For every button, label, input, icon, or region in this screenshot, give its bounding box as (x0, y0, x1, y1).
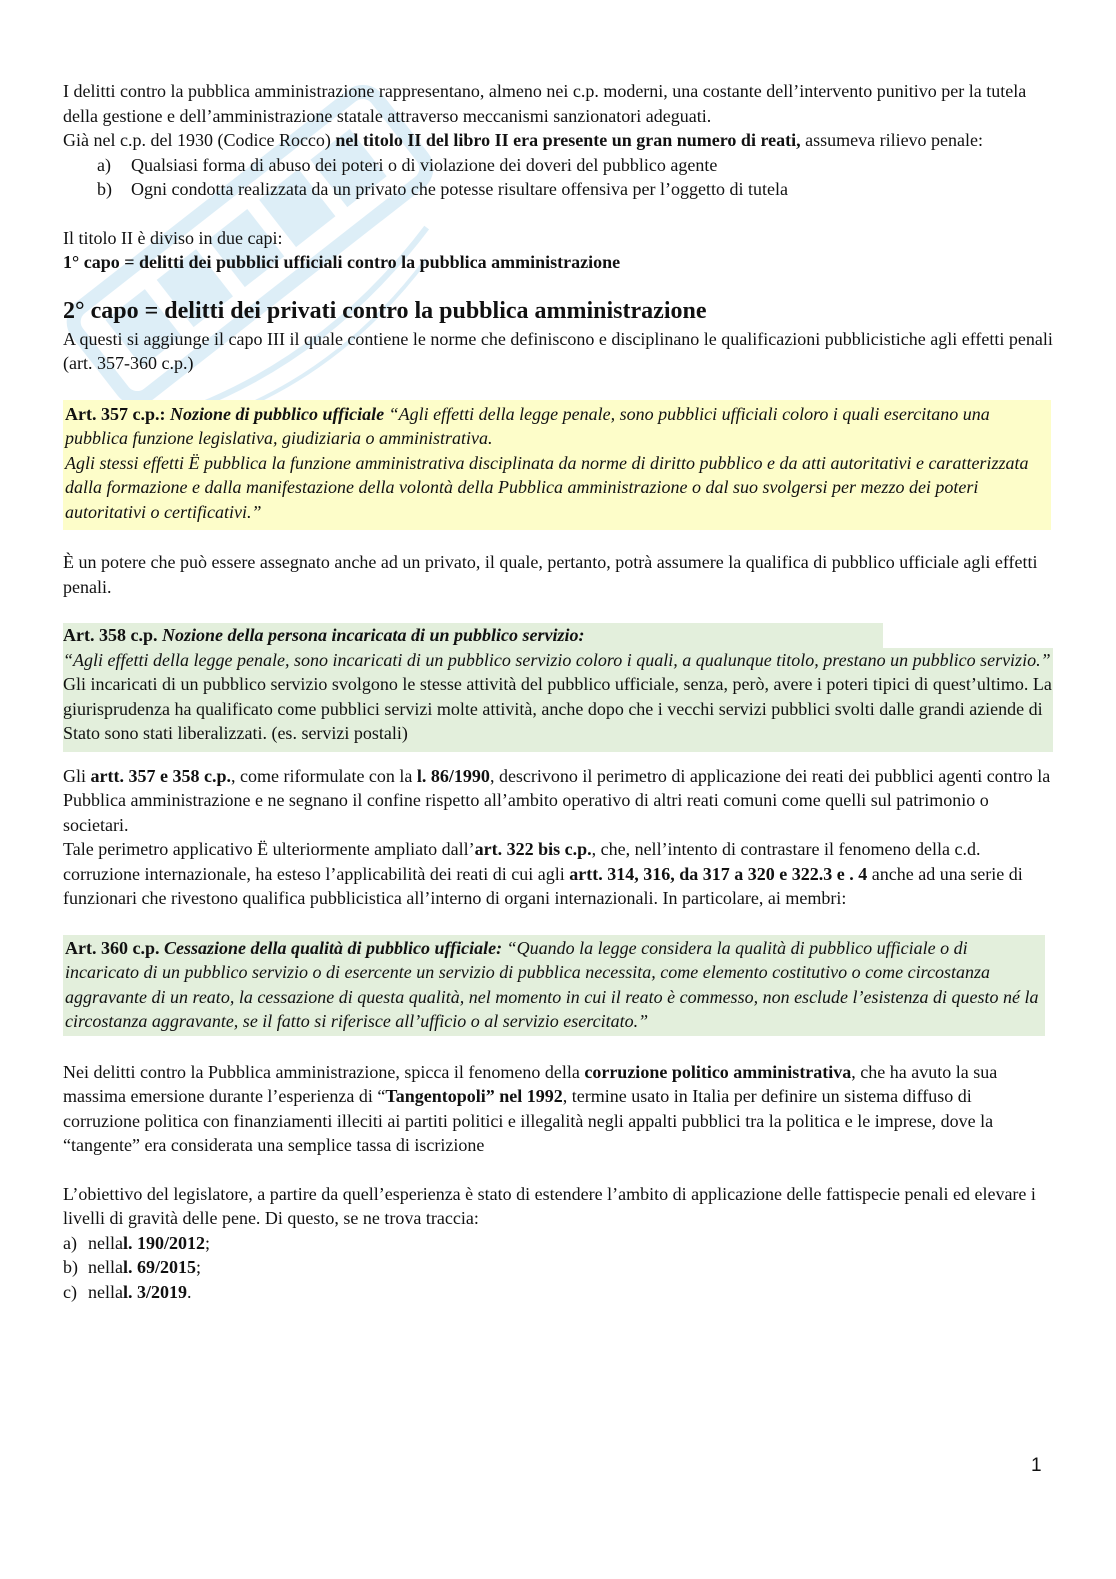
list-item: b) Ogni condotta realizzata da un privato che potesse risultare offensiva per l’oggetto di tutela (97, 179, 788, 199)
art-357-comment: È un potere che può essere assegnato anche ad un privato, il quale, pertanto, potrà assumere la qualifica di pubblico ufficiale agli effetti penali. (63, 552, 1038, 597)
art-357-quote-2: Agli stessi effetti Ë pubblica la funzione amministrativa disciplinata da norme di diritto pubblico e da atti autoritativi e caratterizzata dalla formazione e dalla manifestazione della volontà della Pubblica amministrazione o dal suo svolgersi per mezzo dei poteri autoritativi o certificativi.” (65, 452, 1029, 522)
capo-3-paragraph: A questi si aggiunge il capo III il quale contiene le norme che definiscono e disciplinano le qualificazioni pubblicistiche agli effetti penali (art. 357-360 c.p.) (63, 328, 1053, 373)
capo-1: 1° capo = delitti dei pubblici ufficiali contro la pubblica amministrazione (63, 252, 621, 272)
art-360-title: Cessazione della qualità di pubblico ufficiale: (163, 937, 503, 958)
obiettivo-paragraph: L’obiettivo del legislatore, a partire da quell’esperienza è stato di estendere l’ambito di applicazione delle fattispecie penali ed elevare i livelli di gravità delle pene. Di questo, se ne trova traccia: (63, 1183, 1036, 1228)
art-358-box (63, 623, 1053, 752)
rilievo-penale-list (63, 153, 1053, 202)
perimetro-paragraph: Gli artt. 357 e 358 c.p., come riformulate con la l. 86/1990, descrivono il perimetro di applicazione dei reati dei pubblici agenti contro la Pubblica amministrazione e ne segnano il confine rispetto all’ambito operativo di altri reati comuni come quelli sul patrimonio o societari. Tale perimetro applicativo Ë ulteriormente ampliato dall’art. 322 bis c.p., che, nell’intento di contrastare il fenomeno della c.d. corruzione internazionale, ha esteso l’applicabilità dei reati di cui agli artt. 314, 316, da 317 a 320 e 322.3 e . 4 anche ad una serie di funzionari che rivestono qualifica pubblicistica all’interno di organi internazionali. In particolare, ai membri: (63, 765, 1051, 908)
art-357-box (63, 400, 1051, 531)
art-358-title: Nozione della persona incaricata di un pubblico servizio: (161, 625, 585, 645)
leggi-list (63, 1231, 1053, 1305)
art-357-title: Nozione di pubblico ufficiale (169, 403, 385, 424)
list-item: c) nella l. 3/2019 . (63, 1281, 192, 1302)
document-page (63, 79, 1053, 1304)
art-360-quote: “Quando la legge considera la qualità di pubblico ufficiale o di incaricato di un pubblico servizio o di esercente un servizio di pubblica necessita, come elemento costitutivo o come circostanza aggravante di un reato, la cessazione di questa qualità, nel momento in cui il reato è commesso, non esclude l’esistenza di questo né la circostanza aggravante, se il fatto si riferisce all’ufficio o al servizio esercitato.” (65, 937, 1039, 1031)
corruzione-paragraph: Nei delitti contro la Pubblica amministrazione, spicca il fenomeno della corruzione politico amministrativa, che ha avuto la sua massima emersione durante l’esperienza di “Tangentopoli” nel 1992, termine usato in Italia per definire un sistema diffuso di corruzione politica con finanziamenti illeciti ai partiti politici e illegalità negli appalti pubblici tra la politica e le imprese, dove la “tangente” era considerata una semplice tassa di iscrizione (63, 1061, 998, 1155)
art-357-quote-1: “Agli effetti della legge penale, sono pubblici ufficiali coloro i quali esercitano una pubblica funzione legislativa, giudiziaria o amministrativa. (65, 403, 990, 448)
page-number: 1 (1031, 1455, 1042, 1476)
intro-paragraph: I delitti contro la pubblica amministrazione rappresentano, almeno nei c.p. moderni, una costante dell’intervento punitivo per la tutela della gestione e dell’amministrazione statale attraverso meccanismi sanzionatori adeguati. (63, 81, 1027, 126)
codice-rocco-paragraph: Già nel c.p. del 1930 (Codice Rocco) nel titolo II del libro II era presente un gran numero di reati, assumeva rilievo penale: (63, 130, 984, 150)
capi-intro: Il titolo II è diviso in due capi: (63, 227, 283, 248)
art-360-box (63, 935, 1045, 1036)
art-360-label: Art. 360 c.p. (65, 937, 160, 958)
list-item: a) nella l. 190/2012 ; (63, 1232, 211, 1253)
art-358-label: Art. 358 c.p. (63, 625, 158, 645)
list-item: b) nella l. 69/2015 ; (63, 1257, 202, 1277)
art-358-quote: “Agli effetti della legge penale, sono incaricati di un pubblico servizio coloro i quali, a qualunque titolo, prestano un pubblico servizio.” (63, 649, 1051, 670)
list-item: a) Qualsiasi forma di abuso dei poteri o di violazione dei doveri del pubblico agente (97, 154, 718, 175)
art-358-comment: Gli incaricati di un pubblico servizio svolgono le stesse attività del pubblico ufficiale, senza, però, avere i poteri tipici di quest’ultimo. La giurisprudenza ha qualificato come pubblici servizi molte attività, anche dopo che i vecchi servizi pubblici svolti dalle grandi aziende di Stato sono stati liberalizzati. (es. servizi postali) (63, 674, 1052, 743)
capo-2-heading: 2° capo = delitti dei privati contro la pubblica amministrazione (63, 297, 707, 324)
art-357-label: Art. 357 c.p.: (65, 403, 166, 424)
